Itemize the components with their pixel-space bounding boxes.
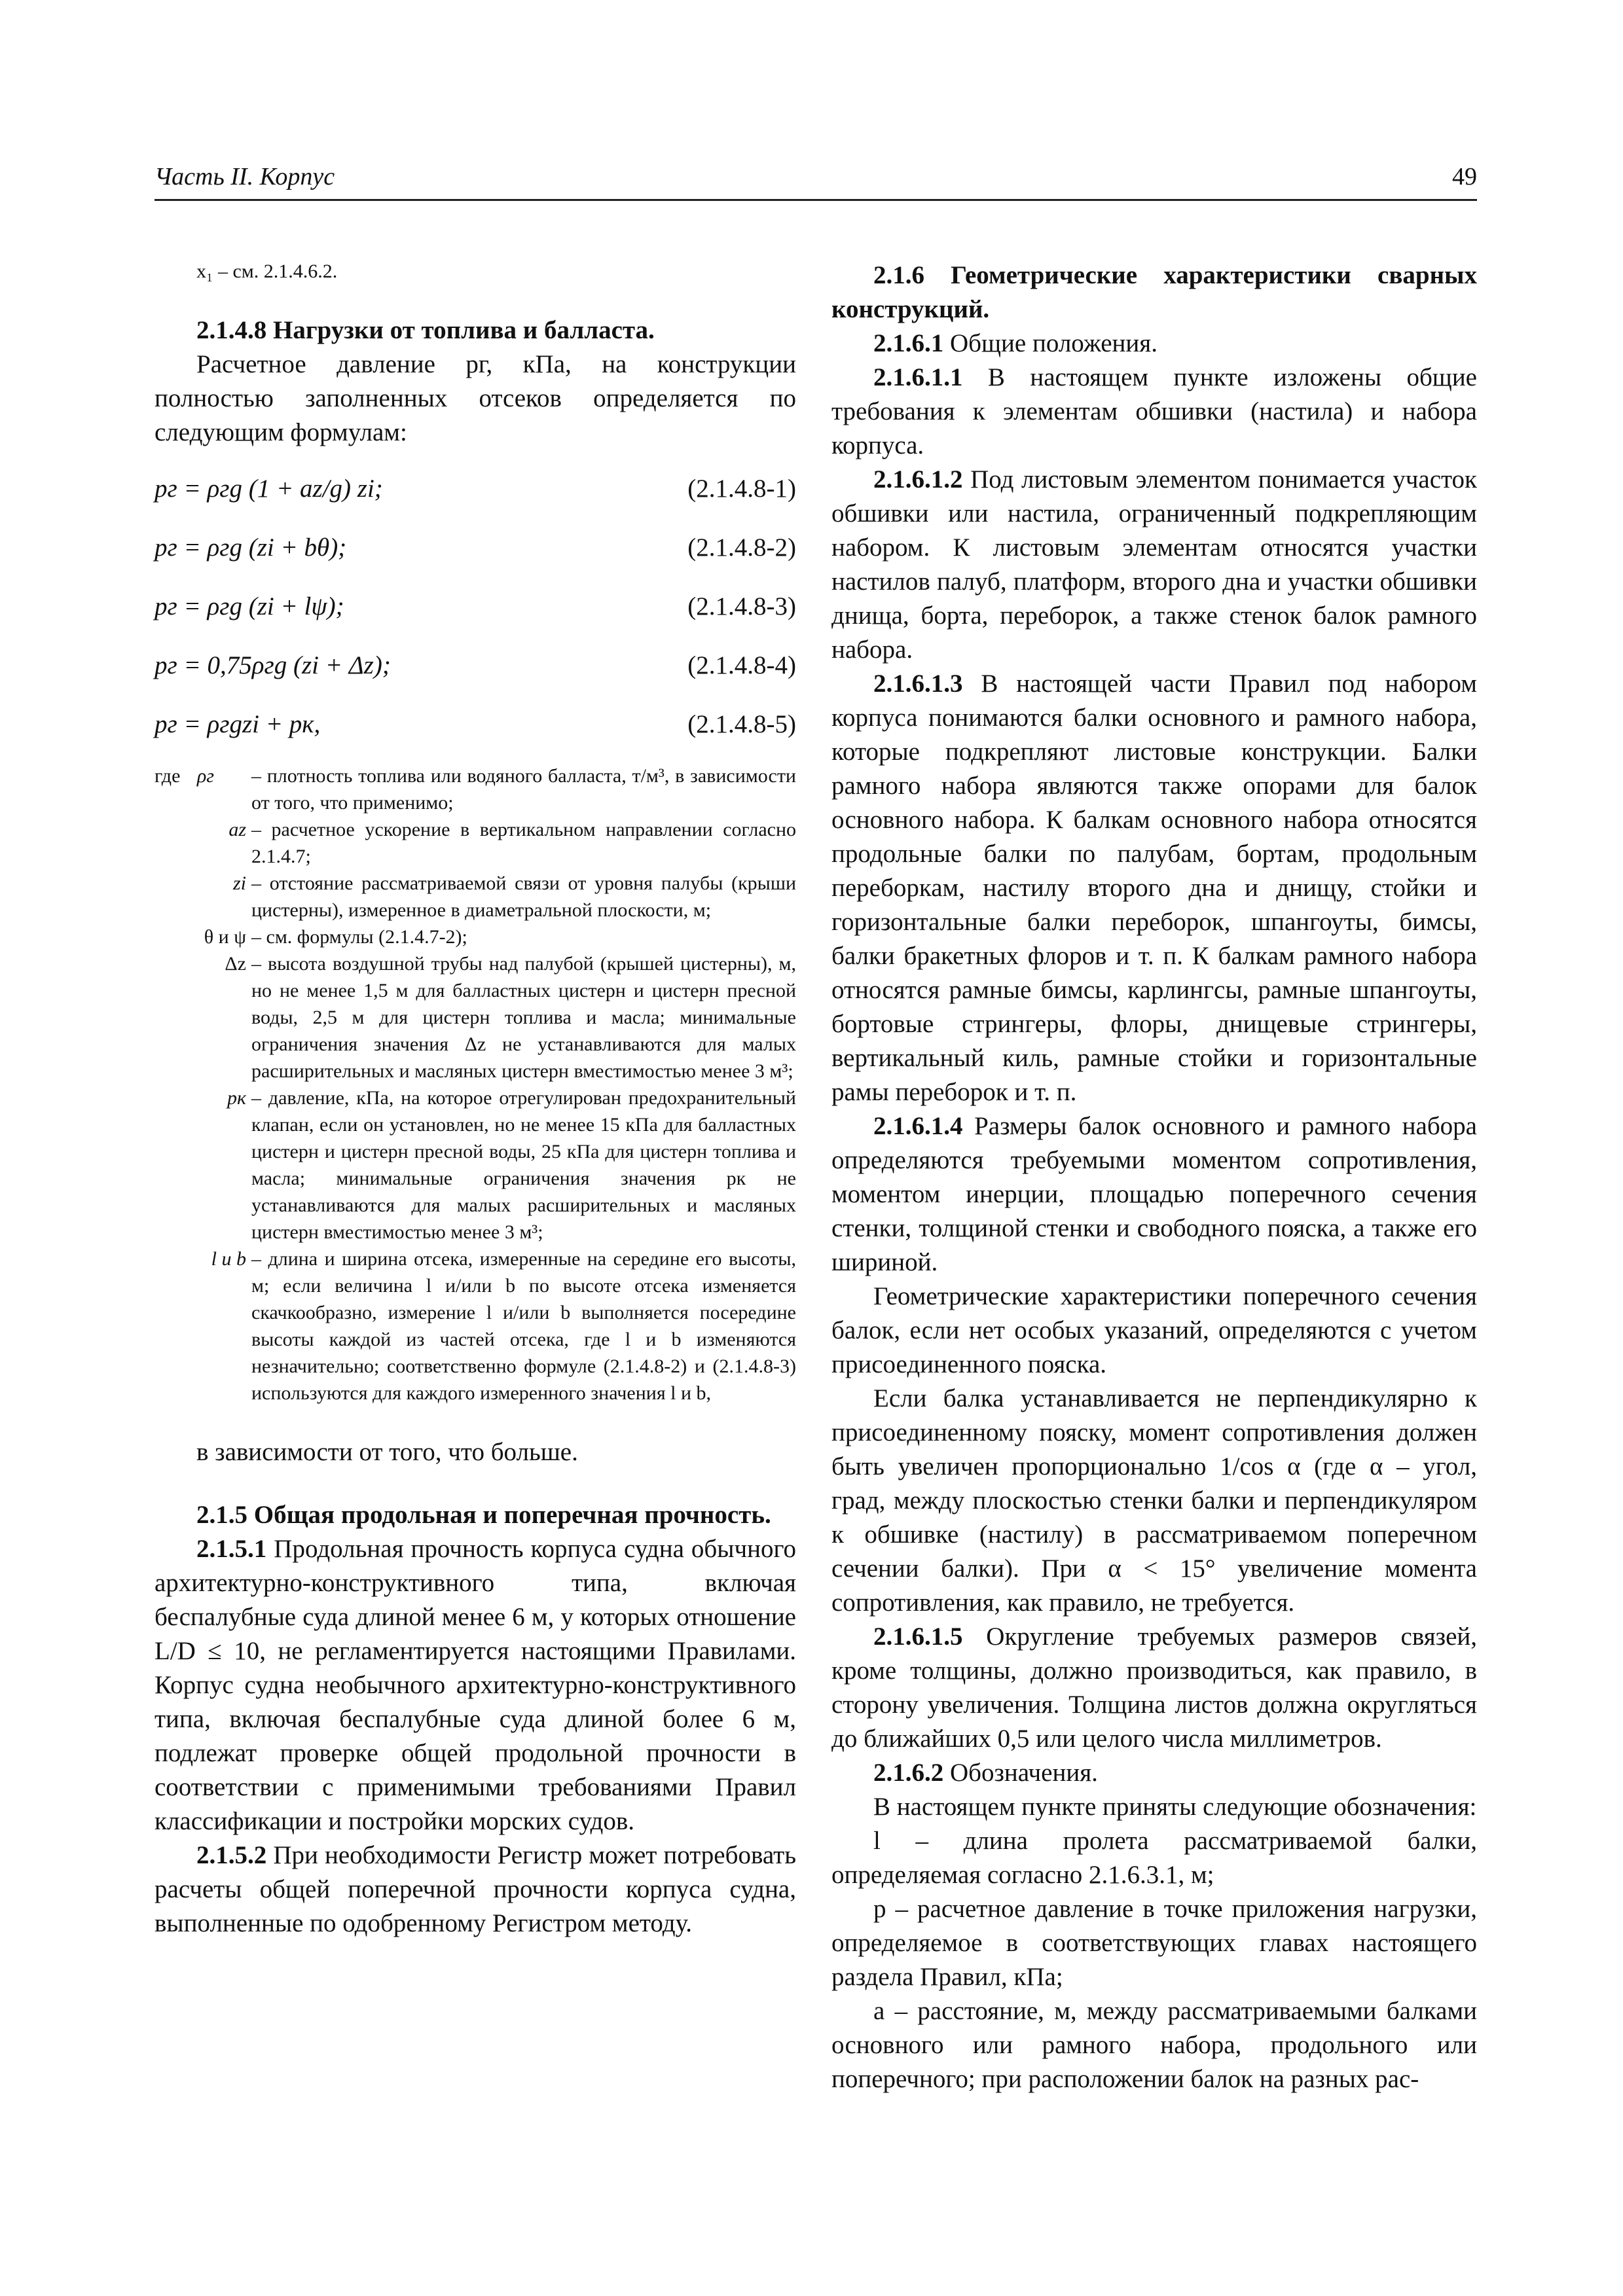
left-column xyxy=(155,259,796,1941)
definition-text: – длина и ширина отсека, измеренные на середине его высоты, м; если величина l и/или b по высоте отсека изменяется скачкообразно, измерение l и/или b выполняется посередине высоты каждой из частей отсека, где l и b изменяются незначительно; соответственно формуле (2.1.4.8-2) и (2.1.4.8-3) используются для каждого измеренного значения l и b, xyxy=(251,1248,796,1404)
greater-note: в зависимости от того, что больше. xyxy=(196,1438,578,1466)
paragraph-number: 2.1.6.1.1 xyxy=(873,363,963,391)
definition-text: – отстояние рассматриваемой связи от уровня палубы (крыши цистерны), измеренное в диаметральной плоскости, м; xyxy=(251,872,796,921)
definition-item xyxy=(155,1085,796,1246)
paragraph-21612 xyxy=(831,463,1477,667)
formula-3 xyxy=(155,578,796,637)
definition-term: zi xyxy=(232,872,246,894)
definition-item xyxy=(155,950,796,1085)
definition-text: – плотность топлива или водяного балласта, т/м³, в зависимости от того, что применимо; xyxy=(251,765,796,814)
paragraph-cos-alpha: Если балка устанавливается не перпендикулярно к присоединенному пояску, момент сопротивления должен быть увеличен пропорционально 1/cos α (где α – угол, град, между плоскостью стенки балки и перпендикуляром к обшивке (настилу) в рассматриваемом поперечном сечении балки). При α < 15° увеличение момента сопротивления, как правило, не требуется. xyxy=(831,1384,1477,1617)
formula-expression: pг = 0,75ρгg (zi + Δz); xyxy=(155,651,391,679)
paragraph-notation-intro: В настоящем пункте приняты следующие обозначения: xyxy=(873,1793,1477,1821)
definitions-list xyxy=(155,762,796,1407)
where-word: где xyxy=(155,765,181,787)
page-number: 49 xyxy=(1452,163,1477,190)
section-2148-title: 2.1.4.8 Нагрузки от топлива и балласта. xyxy=(196,316,655,344)
definition-item xyxy=(155,870,796,924)
formula-5 xyxy=(155,696,796,755)
formula-expression: pг = ρгg (zi + bθ); xyxy=(155,533,347,562)
definition-item xyxy=(155,816,796,870)
notation-a: a – расстояние, м, между рассматриваемыми балками основного или рамного набора, продольного или поперечного; при расположении балок на разных рас- xyxy=(831,1997,1477,2093)
definition-text: – см. формулы (2.1.4.7-2); xyxy=(251,926,467,948)
paragraph-text: Продольная прочность корпуса судна обычного архитектурно-конструктивного типа, включая беспалубные суда длиной менее 6 м, у которых отношение L/D ≤ 10, не регламентируется настоящими Правилами. Корпус судна необычного архитектурно-конструктивного типа, включая беспалубные суда длиной более 6 м, подлежат проверке общей продольной прочности в соответствии с применимыми требованиями Правил классификации и постройки морских судов. xyxy=(155,1535,796,1835)
paragraph-text: Общие положения. xyxy=(943,329,1158,357)
paragraph-number: 2.1.6.1 xyxy=(873,329,944,357)
paragraph-text: В настоящем пункте изложены общие требования к элементам обшивки (настила) и набора корпуса. xyxy=(831,363,1477,459)
paragraph-text: При необходимости Регистр может потребовать расчеты общей поперечной прочности корпуса судна, выполненные по одобренному Регистром методу. xyxy=(155,1841,796,1937)
paragraph-number: 2.1.6.1.4 xyxy=(873,1112,963,1140)
paragraph-number: 2.1.6.2 xyxy=(873,1759,944,1787)
paragraph-number: 2.1.6.1.3 xyxy=(873,670,963,698)
formula-number: (2.1.4.8-1) xyxy=(687,475,796,503)
definition-text: – высота воздушной трубы над палубой (крышей цистерны), м, но не менее 1,5 м для балластных цистерн и цистерн пресной воды, 2,5 м для цистерн топлива и масла; минимальные ограничения значения Δz не устанавливаются для малых расширительных и масляных цистерн вместимостью менее 3 м³; xyxy=(251,953,796,1082)
notation-p: p – расчетное давление в точке приложения нагрузки, определяемое в соответствующих главах настоящего раздела Правил, кПа; xyxy=(831,1895,1477,1991)
definition-item xyxy=(155,924,796,950)
definition-text: – давление, кПа, на которое отрегулирован предохранительный клапан, если он установлен, но не менее 15 кПа для балластных цистерн и цистерн пресной воды, 25 кПа для цистерн топлива и масла; минимальные ограничения значения pк не устанавливаются для малых расширительных и масляных цистерн вместимостью менее 3 м³; xyxy=(251,1087,796,1243)
paragraph-21613 xyxy=(831,667,1477,1109)
formula-number: (2.1.4.8-4) xyxy=(687,651,796,679)
definition-term: l и b xyxy=(211,1248,246,1270)
formula-expression: pг = ρгg (1 + az/g) zi; xyxy=(155,475,383,503)
formula-4 xyxy=(155,637,796,696)
paragraph-21611 xyxy=(831,361,1477,463)
definition-term: pк xyxy=(227,1087,246,1109)
formula-2 xyxy=(155,519,796,578)
paragraph-text: Размеры балок основного и рамного набора определяются требуемыми моментом сопротивления, моментом инерции, площадью поперечного сечения стенки, толщиной стенки и свободного пояска, а также его шириной. xyxy=(831,1112,1477,1276)
paragraph-2152 xyxy=(155,1839,796,1941)
paragraph-geometry: Геометрические характеристики поперечного сечения балок, если нет особых указаний, определяются с учетом присоединенного пояска. xyxy=(831,1282,1477,1378)
paragraph-number: 2.1.5.1 xyxy=(196,1535,267,1563)
paragraph-number: 2.1.6.1.5 xyxy=(873,1623,963,1651)
right-column xyxy=(831,259,1477,2096)
definition-item xyxy=(155,762,796,816)
running-header xyxy=(155,158,1477,201)
definition-term: θ и ψ xyxy=(204,926,246,948)
paragraph-2161 xyxy=(831,327,1477,361)
formula-number: (2.1.4.8-3) xyxy=(687,592,796,620)
section-215-title: 2.1.5 Общая продольная и поперечная прочность. xyxy=(196,1501,771,1529)
definition-term: ρг xyxy=(196,765,214,787)
x1-note: x₁ – см. 2.1.4.6.2. xyxy=(196,260,338,282)
formula-number: (2.1.4.8-2) xyxy=(687,533,796,562)
definition-term: Δz xyxy=(225,953,246,975)
paragraph-text: Округление требуемых размеров связей, кроме толщины, должно производиться, как правило, в сторону увеличения. Толщина листов должна округляться до ближайших 0,5 или целого числа миллиметров. xyxy=(831,1623,1477,1753)
paragraph-21614 xyxy=(831,1109,1477,1280)
paragraph-text: В настоящей части Правил под набором корпуса понимаются балки основного и рамного набора, которые подкрепляют листовые конструкции. Балки рамного набора являются также опорами для балок основного набора. К балкам основного набора относятся продольные балки по палубам, бортам, продольным переборкам, настилу второго дна и днищу, стойки и горизонтальные балки переборок, шпангоуты, бимсы, балки бракетных флоров и т. п. К балкам рамного набора относятся рамные бимсы, карлингсы, рамные шпангоуты, бортовые стрингеры, флоры, днищевые стрингеры, вертикальный киль, рамные стойки и горизонтальные рамы переборок и т. п. xyxy=(831,670,1477,1106)
definition-text: – расчетное ускорение в вертикальном направлении согласно 2.1.4.7; xyxy=(251,819,796,867)
section-2148-intro: Расчетное давление pг, кПа, на конструкции полностью заполненных отсеков определяется по следующим формулам: xyxy=(155,350,796,446)
formula-expression: pг = ρгgzi + pк, xyxy=(155,710,321,738)
paragraph-text: Обозначения. xyxy=(943,1759,1098,1787)
paragraph-21615 xyxy=(831,1620,1477,1756)
paragraph-number: 2.1.5.2 xyxy=(196,1841,267,1869)
definition-term: az xyxy=(228,819,246,840)
header-title: Часть II. Корпус xyxy=(155,163,335,190)
definition-item xyxy=(155,1246,796,1407)
notation-l: l – длина пролета рассматриваемой балки, определяемая согласно 2.1.6.3.1, м; xyxy=(831,1827,1477,1889)
formula-1 xyxy=(155,460,796,519)
paragraph-text: Под листовым элементом понимается участок обшивки или настила, ограниченный подкрепляющим набором. К листовым элементам относятся участки настилов палуб, платформ, второго дна и участки обшивки днища, борта, переборок, а также стенок балок рамного набора. xyxy=(831,465,1477,664)
section-216-title: 2.1.6 Геометрические характеристики сварных конструкций. xyxy=(831,261,1477,323)
formula-number: (2.1.4.8-5) xyxy=(687,710,796,738)
formula-expression: pг = ρгg (zi + lψ); xyxy=(155,592,344,620)
paragraph-2162 xyxy=(831,1756,1477,1790)
paragraph-number: 2.1.6.1.2 xyxy=(873,465,963,493)
paragraph-2151 xyxy=(155,1532,796,1839)
